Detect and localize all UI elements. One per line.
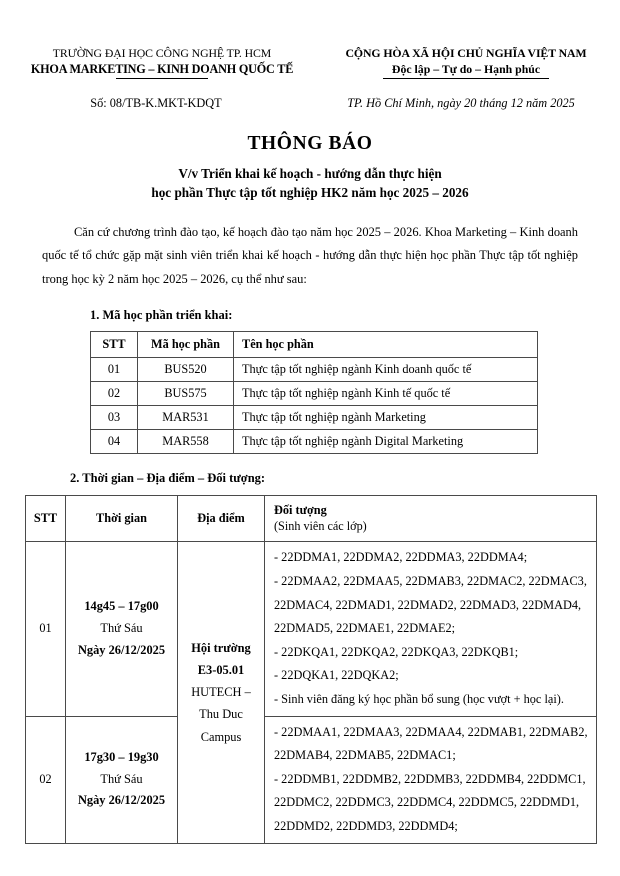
table-row	[91, 382, 538, 406]
table-row	[91, 430, 538, 454]
target-line: - 22DDMB1, 22DDMB2, 22DDMB3, 22DDMB4, 22DDMC1, 22DDMC2, 22DDMC3, 22DDMC4, 22DDMC5, 22DDMD1, 22DDMD2, 22DDMD3, 22DDMD4;	[274, 771, 586, 833]
place-date: TP. Hồ Chí Minh, ngày 20 tháng 12 năm 2025	[347, 96, 575, 111]
table-header-row	[91, 332, 538, 358]
col-header-target-main: Đối tượng	[274, 503, 327, 518]
national-motto: Độc lập – Tự do – Hạnh phúc	[391, 62, 541, 76]
time-range: 17g30 – 19g30	[84, 750, 159, 765]
target-line: - 22DDMA1, 22DDMA2, 22DDMA3, 22DDMA4;	[274, 550, 528, 565]
cell-name: Thực tập tốt nghiệp ngành Marketing	[234, 406, 538, 430]
target-line: - 22DMAA1, 22DMAA3, 22DMAA4, 22DMAB1, 22DMAB2, 22DMAB4, 22DMAB5, 22DMAC1;	[274, 724, 588, 763]
title-subtitle-line2: học phần Thực tập tốt nghiệp HK2 năm học 2025 – 2026	[151, 185, 469, 201]
letterhead-left	[0, 46, 312, 79]
cell-time	[66, 716, 178, 843]
place-hall: Hội trường	[191, 641, 251, 656]
time-weekday: Thứ Sáu	[100, 621, 143, 636]
target-block	[274, 721, 590, 839]
cell-code: MAR558	[138, 430, 234, 454]
schedule-table	[25, 495, 597, 843]
faculty-name: KHOA MARKETING – KINH DOANH QUỐC TẾ	[30, 62, 294, 76]
course-code-table-wrapper	[90, 331, 620, 454]
table-header-row	[26, 496, 597, 542]
section-2-heading: 2. Thời gian – Địa điểm – Đối tượng:	[70, 471, 266, 486]
letterhead	[0, 0, 620, 79]
document-number: Số: 08/TB-K.MKT-KDQT	[90, 96, 222, 111]
place-room: E3-05.01	[197, 663, 245, 678]
place-campus-suffix: Campus	[200, 729, 242, 744]
cell-stt: 03	[91, 406, 138, 430]
col-header-target	[265, 496, 597, 542]
faculty-underline	[116, 78, 208, 79]
table-row	[26, 542, 597, 716]
target-line: - Sinh viên đăng ký học phần bổ sung (học vượt + học lại).	[274, 691, 564, 706]
col-header-code: Mã học phần	[138, 332, 234, 358]
target-line: - 22DKQA1, 22DKQA2, 22DKQA3, 22DKQB1;	[274, 644, 519, 659]
time-range: 14g45 – 17g00	[84, 599, 159, 614]
time-block	[70, 596, 173, 661]
time-date: Ngày 26/12/2025	[77, 793, 166, 808]
cell-stt: 02	[91, 382, 138, 406]
course-code-table	[90, 331, 538, 454]
cell-target	[265, 542, 597, 716]
number-date-row	[0, 96, 620, 111]
university-name: TRƯỜNG ĐẠI HỌC CÔNG NGHỆ TP. HCM	[52, 46, 272, 60]
title-block	[0, 133, 620, 202]
place-campus-city: Thu Duc	[199, 707, 243, 722]
time-date: Ngày 26/12/2025	[77, 642, 166, 657]
title-subtitle-line1: V/v Triển khai kế hoạch - hướng dẫn thực hiện	[178, 166, 442, 182]
time-weekday: Thứ Sáu	[100, 771, 143, 786]
cell-name: Thực tập tốt nghiệp ngành Kinh doanh quốc tế	[234, 358, 538, 382]
letterhead-right	[312, 46, 620, 79]
cell-time	[66, 542, 178, 716]
title-subtitle	[0, 164, 620, 202]
target-line: - 22DMAA2, 22DMAA5, 22DMAB3, 22DMAC2, 22DMAC3, 22DMAC4, 22DMAD1, 22DMAD2, 22DMAD3, 22DMAD4, 22DMAD5, 22DMAE1, 22DMAE2;	[274, 573, 587, 636]
cell-code: BUS520	[138, 358, 234, 382]
time-block	[70, 747, 173, 812]
target-line: - 22DQKA1, 22DQKA2;	[274, 668, 399, 683]
place-campus-name: HUTECH –	[191, 685, 251, 700]
cell-name: Thực tập tốt nghiệp ngành Kinh tế quốc tế	[234, 382, 538, 406]
cell-place	[178, 542, 265, 843]
cell-stt: 04	[91, 430, 138, 454]
cell-stt: 01	[91, 358, 138, 382]
place-block	[182, 637, 260, 747]
col-header-stt: STT	[26, 496, 66, 542]
cell-stt: 01	[26, 542, 66, 716]
cell-stt: 02	[26, 716, 66, 843]
col-header-name: Tên học phần	[234, 332, 538, 358]
col-header-time: Thời gian	[66, 496, 178, 542]
col-header-stt: STT	[91, 332, 138, 358]
cell-code: BUS575	[138, 382, 234, 406]
page-title: THÔNG BÁO	[247, 133, 373, 155]
national-title: CỘNG HÒA XÃ HỘI CHỦ NGHĨA VIỆT NAM	[345, 46, 587, 60]
table-row	[26, 716, 597, 843]
target-block	[274, 546, 590, 711]
table-row	[91, 406, 538, 430]
table-row	[91, 358, 538, 382]
col-header-place: Địa điểm	[178, 496, 265, 542]
motto-underline	[383, 78, 549, 79]
section-1-heading: 1. Mã học phần triển khai:	[90, 308, 233, 323]
col-header-target-sub: (Sinh viên các lớp)	[274, 519, 367, 534]
cell-code: MAR531	[138, 406, 234, 430]
schedule-table-wrapper	[25, 495, 620, 843]
cell-target	[265, 716, 597, 843]
cell-name: Thực tập tốt nghiệp ngành Digital Marketing	[234, 430, 538, 454]
body-paragraph: Căn cứ chương trình đào tạo, kế hoạch đào tạo năm học 2025 – 2026. Khoa Marketing – Kinh doanh quốc tế tổ chức gặp mặt sinh viên triển khai kế hoạch - hướng dẫn thực hiện học phần Thực tập tốt nghiệp trong học kỳ 2 năm học 2025 – 2026, cụ thể như sau:	[42, 224, 578, 287]
